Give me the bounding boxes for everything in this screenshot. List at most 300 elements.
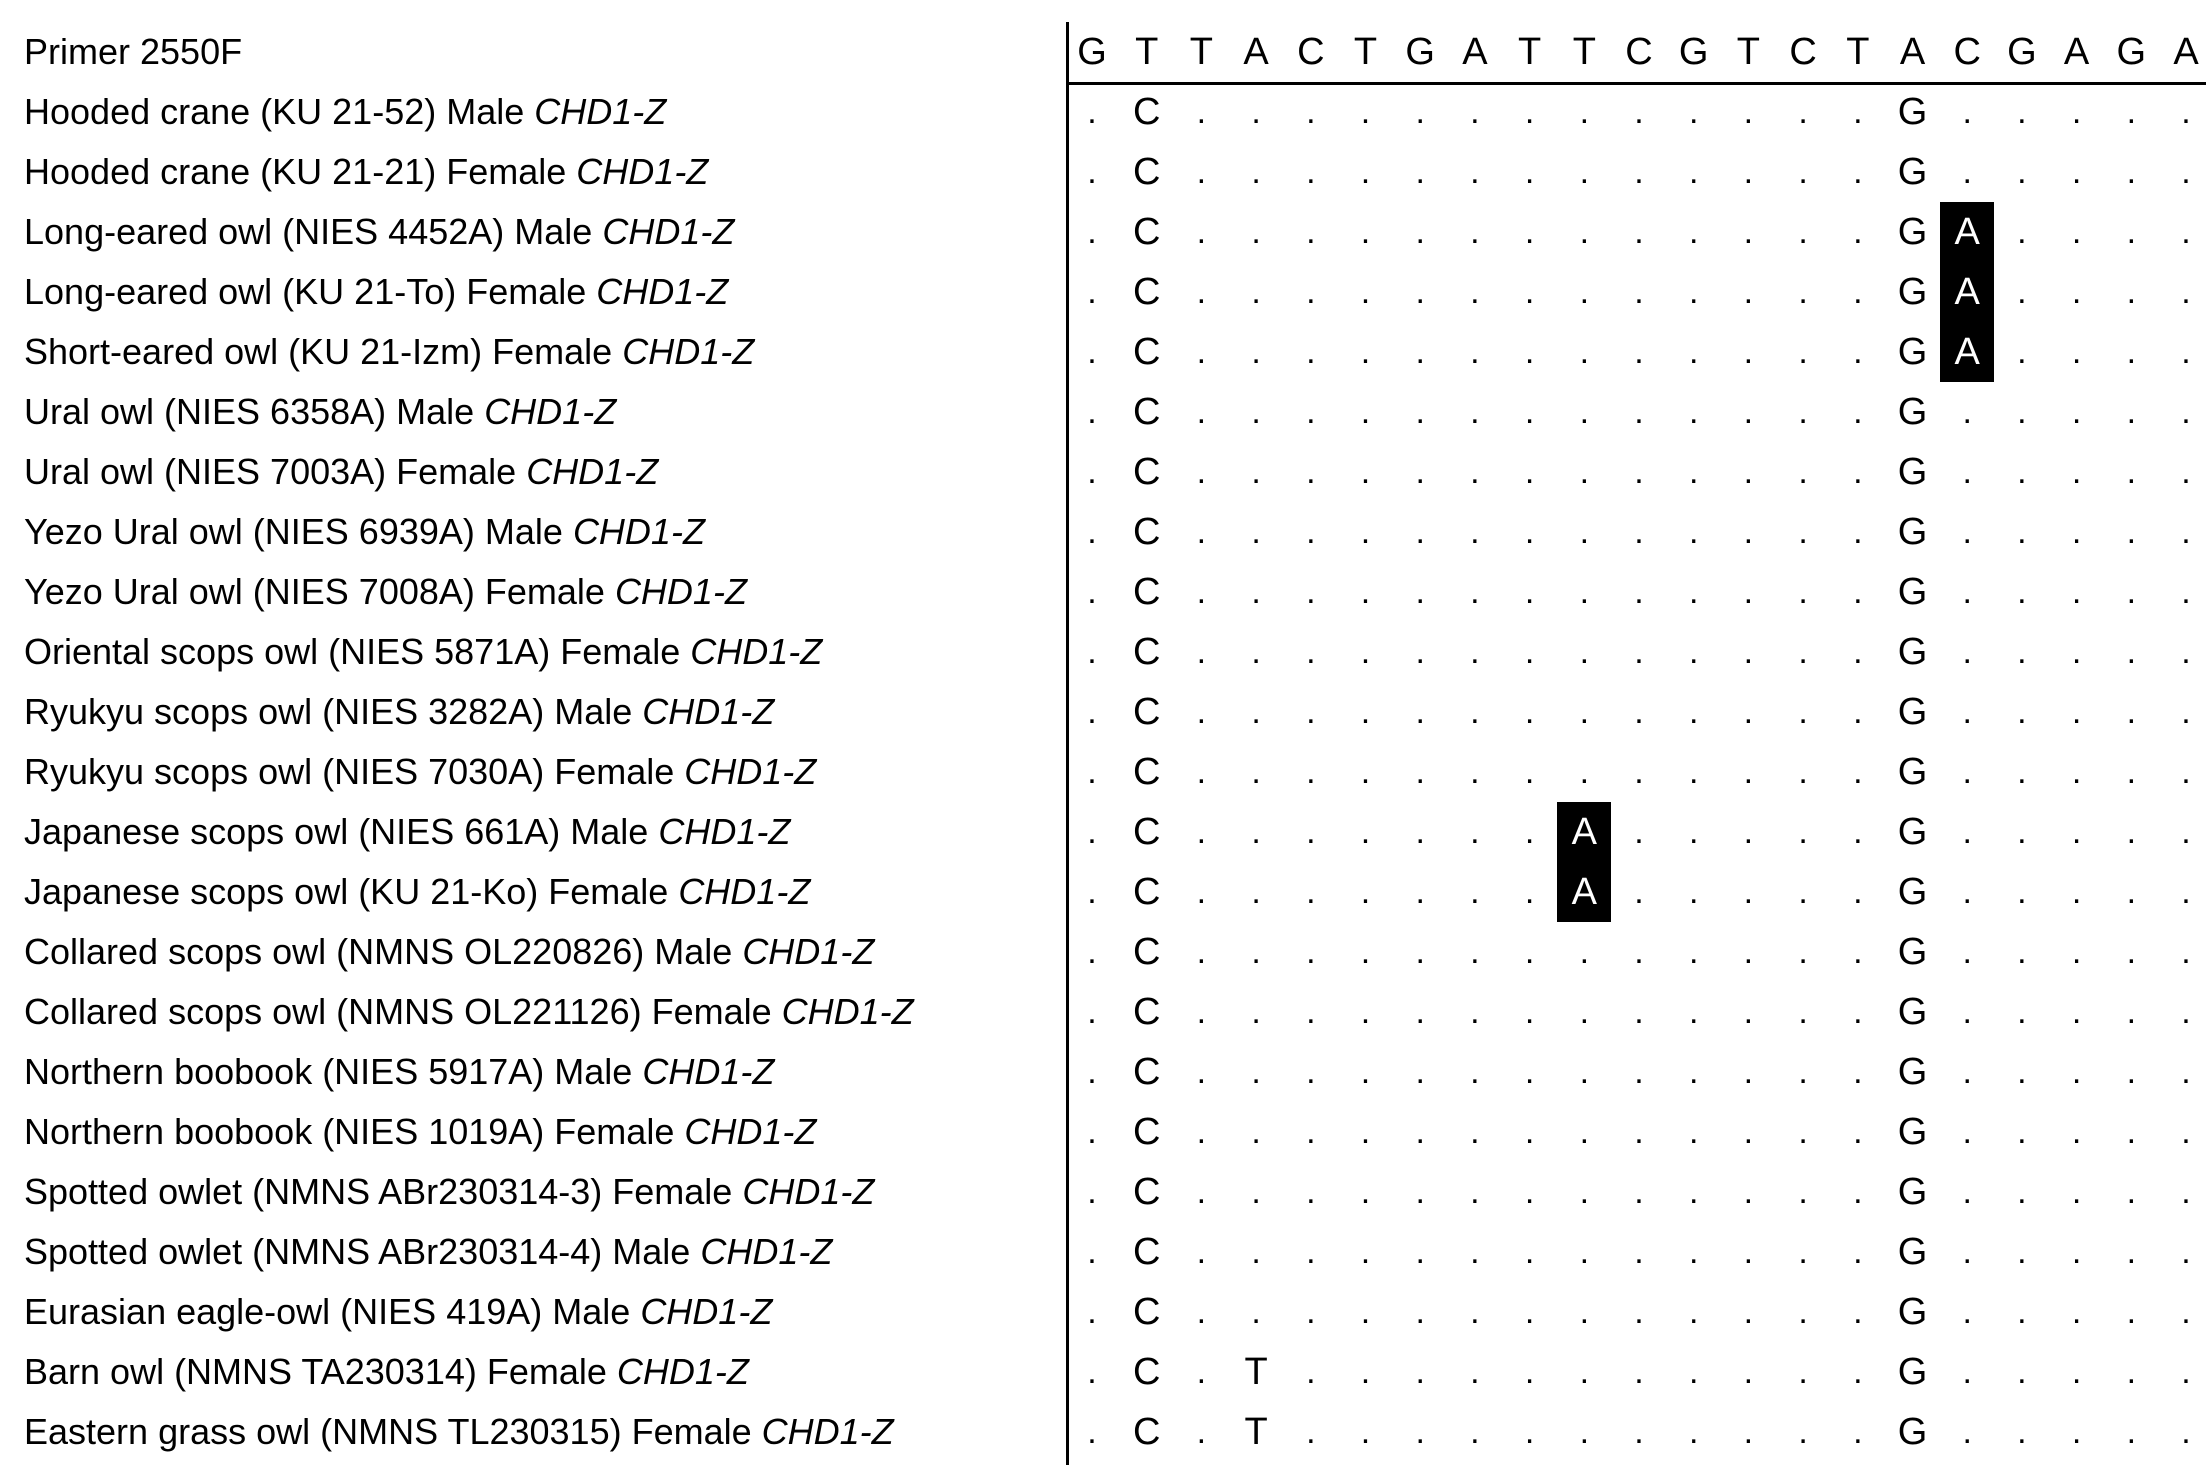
match-dot: . <box>1524 513 1535 551</box>
specimen-name: Spotted owlet (NMNS ABr230314-3) Female <box>24 1171 733 1212</box>
specimen-label <box>24 1162 874 1222</box>
primer-base: A <box>1462 31 1488 73</box>
base-substitution: C <box>1132 211 1161 253</box>
match-dot: . <box>1524 1413 1535 1451</box>
match-dot: . <box>1470 1293 1480 1331</box>
match-dot: . <box>1360 453 1371 491</box>
match-dot: . <box>1634 1173 1644 1211</box>
highlighted-substitution: A <box>1940 262 1994 322</box>
specimen-name: Hooded crane (KU 21-21) Female <box>24 151 567 192</box>
match-dot: . <box>1743 333 1754 371</box>
match-dot: . <box>1579 93 1590 131</box>
match-dot: . <box>1524 873 1535 911</box>
match-dot: . <box>1579 1053 1590 1091</box>
match-dot: . <box>1798 1413 1808 1451</box>
primer-base: C <box>1625 31 1653 73</box>
match-dot: . <box>1853 1293 1863 1331</box>
match-dot: . <box>1251 213 1261 251</box>
specimen-name: Oriental scops owl (NIES 5871A) Female <box>24 631 681 672</box>
specimen-name: Ural owl (NIES 6358A) Male <box>24 391 475 432</box>
match-dot: . <box>1360 753 1371 791</box>
match-dot: . <box>2181 153 2191 191</box>
base-substitution: C <box>1132 451 1161 493</box>
match-dot: . <box>1743 453 1754 491</box>
match-dot: . <box>1470 153 1480 191</box>
primer-base: T <box>1189 31 1213 73</box>
match-dot: . <box>1415 1233 1425 1271</box>
match-dot: . <box>1196 573 1207 611</box>
match-dot: . <box>1853 93 1863 131</box>
specimen-name: Ural owl (NIES 7003A) Female <box>24 451 517 492</box>
match-dot: . <box>2017 1353 2027 1391</box>
match-dot: . <box>1798 513 1808 551</box>
match-dot: . <box>2017 1113 2027 1151</box>
specimen-label <box>24 562 747 622</box>
specimen-name: Long-eared owl (NIES 4452A) Male <box>24 211 593 252</box>
match-dot: . <box>2181 393 2191 431</box>
gene-name: CHD1-Z <box>572 511 705 552</box>
match-dot: . <box>2017 1233 2027 1271</box>
match-dot: . <box>1524 693 1535 731</box>
match-dot: . <box>1251 1053 1261 1091</box>
match-dot: . <box>2126 873 2137 911</box>
match-dot: . <box>1470 513 1480 551</box>
primer-base: A <box>1899 31 1926 73</box>
specimen-label <box>24 622 822 682</box>
base-substitution: G <box>1897 91 1928 133</box>
specimen-label <box>24 82 666 142</box>
match-dot: . <box>1470 393 1480 431</box>
match-dot: . <box>1634 333 1644 371</box>
specimen-label <box>24 1342 749 1402</box>
match-dot: . <box>2017 1173 2027 1211</box>
match-dot: . <box>1087 1353 1097 1391</box>
match-dot: . <box>1798 273 1808 311</box>
base-substitution: C <box>1132 511 1161 553</box>
match-dot: . <box>1524 1233 1535 1271</box>
match-dot: . <box>2126 1293 2137 1331</box>
base-substitution: C <box>1132 91 1161 133</box>
match-dot: . <box>1251 1173 1261 1211</box>
gene-name: CHD1-Z <box>640 1291 773 1332</box>
primer-label: Primer 2550F <box>24 31 243 72</box>
match-dot: . <box>1579 693 1590 731</box>
match-dot: . <box>1524 213 1535 251</box>
match-dot: . <box>1087 813 1097 851</box>
match-dot: . <box>1087 93 1097 131</box>
match-dot: . <box>1360 513 1371 551</box>
match-dot: . <box>1962 1353 1972 1391</box>
base-substitution: G <box>1897 931 1928 973</box>
match-dot: . <box>1360 993 1371 1031</box>
primer-base: C <box>1953 31 1981 73</box>
base-substitution: C <box>1132 811 1161 853</box>
base-substitution: G <box>1897 871 1928 913</box>
match-dot: . <box>2181 1173 2191 1211</box>
match-dot: . <box>1634 1293 1644 1331</box>
match-dot: . <box>2181 1113 2191 1151</box>
match-dot: . <box>1853 933 1863 971</box>
base-substitution: C <box>1132 871 1161 913</box>
match-dot: . <box>1962 753 1972 791</box>
match-dot: . <box>1087 1113 1097 1151</box>
match-dot: . <box>1962 573 1972 611</box>
base-substitution: C <box>1132 391 1161 433</box>
match-dot: . <box>1251 573 1261 611</box>
match-dot: . <box>1306 93 1316 131</box>
match-dot: . <box>1688 213 1699 251</box>
match-dot: . <box>2071 1173 2082 1211</box>
gene-name: CHD1-Z <box>678 871 811 912</box>
match-dot: . <box>2017 633 2027 671</box>
match-dot: . <box>1196 1293 1207 1331</box>
gene-name: CHD1-Z <box>484 391 617 432</box>
match-dot: . <box>1962 693 1972 731</box>
match-dot: . <box>1853 993 1863 1031</box>
match-dot: . <box>1579 933 1590 971</box>
primer-base: G <box>1077 31 1107 73</box>
match-dot: . <box>2071 873 2082 911</box>
specimen-label <box>24 262 728 322</box>
match-dot: . <box>1306 453 1316 491</box>
match-dot: . <box>1415 753 1425 791</box>
base-substitution: G <box>1897 571 1928 613</box>
match-dot: . <box>1360 1353 1371 1391</box>
match-dot: . <box>2017 933 2027 971</box>
match-dot: . <box>1196 153 1207 191</box>
match-dot: . <box>1688 93 1699 131</box>
match-dot: . <box>1524 333 1535 371</box>
match-dot: . <box>1470 1173 1480 1211</box>
match-dot: . <box>1579 573 1590 611</box>
match-dot: . <box>1688 873 1699 911</box>
match-dot: . <box>1524 573 1535 611</box>
match-dot: . <box>1853 273 1863 311</box>
match-dot: . <box>1470 633 1480 671</box>
base-substitution: C <box>1132 1231 1161 1273</box>
specimen-name: Eurasian eagle-owl (NIES 419A) Male <box>24 1291 631 1332</box>
gene-name: CHD1-Z <box>658 811 791 852</box>
match-dot: . <box>1470 273 1480 311</box>
match-dot: . <box>1962 1053 1972 1091</box>
match-dot: . <box>2181 693 2191 731</box>
match-dot: . <box>1415 1173 1425 1211</box>
base-substitution: G <box>1897 271 1928 313</box>
primer-base: G <box>2007 31 2037 73</box>
specimen-name: Spotted owlet (NMNS ABr230314-4) Male <box>24 1231 691 1272</box>
base-substitution: C <box>1132 1051 1161 1093</box>
match-dot: . <box>1087 573 1097 611</box>
gene-name: CHD1-Z <box>684 1111 817 1152</box>
match-dot: . <box>1962 993 1972 1031</box>
match-dot: . <box>1688 513 1699 551</box>
match-dot: . <box>2017 273 2027 311</box>
match-dot: . <box>1798 153 1808 191</box>
match-dot: . <box>2017 993 2027 1031</box>
match-dot: . <box>1579 993 1590 1031</box>
base-substitution: C <box>1132 991 1161 1033</box>
specimen-label <box>24 502 705 562</box>
match-dot: . <box>1415 693 1425 731</box>
match-dot: . <box>1688 1353 1699 1391</box>
match-dot: . <box>2126 153 2137 191</box>
match-dot: . <box>1306 333 1316 371</box>
match-dot: . <box>1688 573 1699 611</box>
match-dot: . <box>2181 1353 2191 1391</box>
match-dot: . <box>2071 753 2082 791</box>
match-dot: . <box>1196 753 1207 791</box>
base-substitution: C <box>1132 691 1161 733</box>
match-dot: . <box>1196 1413 1207 1451</box>
gene-name: CHD1-Z <box>690 631 823 672</box>
base-substitution: G <box>1897 211 1928 253</box>
match-dot: . <box>1688 933 1699 971</box>
gene-name: CHD1-Z <box>781 991 914 1032</box>
match-dot: . <box>1743 1053 1754 1091</box>
match-dot: . <box>1360 1233 1371 1271</box>
match-dot: . <box>1743 813 1754 851</box>
base-substitution: G <box>1897 391 1928 433</box>
match-dot: . <box>1306 1173 1316 1211</box>
gene-name: CHD1-Z <box>526 451 659 492</box>
specimen-name: Short-eared owl (KU 21-Izm) Female <box>24 331 613 372</box>
match-dot: . <box>1798 393 1808 431</box>
match-dot: . <box>1196 1113 1207 1151</box>
match-dot: . <box>1196 513 1207 551</box>
match-dot: . <box>1415 513 1425 551</box>
specimen-label <box>24 1402 894 1462</box>
gene-name: CHD1-Z <box>742 931 875 972</box>
match-dot: . <box>2181 93 2191 131</box>
match-dot: . <box>2071 1413 2082 1451</box>
match-dot: . <box>1853 873 1863 911</box>
match-dot: . <box>1579 273 1590 311</box>
base-substitution: C <box>1132 1411 1161 1453</box>
match-dot: . <box>2071 333 2082 371</box>
gene-name: CHD1-Z <box>622 331 755 372</box>
match-dot: . <box>1798 633 1808 671</box>
match-dot: . <box>1688 753 1699 791</box>
base-substitution: G <box>1897 1111 1928 1153</box>
match-dot: . <box>2071 393 2082 431</box>
match-dot: . <box>1360 333 1371 371</box>
match-dot: . <box>1196 1173 1207 1211</box>
match-dot: . <box>1634 1233 1644 1271</box>
primer-base: G <box>2116 31 2147 73</box>
match-dot: . <box>2181 993 2191 1031</box>
match-dot: . <box>2181 273 2191 311</box>
match-dot: . <box>1415 1413 1425 1451</box>
match-dot: . <box>1196 993 1207 1031</box>
match-dot: . <box>2017 873 2027 911</box>
match-dot: . <box>1688 1113 1699 1151</box>
match-dot: . <box>2181 453 2191 491</box>
match-dot: . <box>1251 753 1261 791</box>
match-dot: . <box>1743 1173 1754 1211</box>
highlighted-substitution: A <box>1940 322 1994 382</box>
match-dot: . <box>1415 453 1425 491</box>
match-dot: . <box>2017 393 2027 431</box>
specimen-label <box>24 922 874 982</box>
match-dot: . <box>1360 1053 1371 1091</box>
match-dot: . <box>1087 393 1097 431</box>
match-dot: . <box>1524 453 1535 491</box>
base-substitution: C <box>1132 271 1161 313</box>
match-dot: . <box>1524 1173 1535 1211</box>
specimen-name: Collared scops owl (NMNS OL220826) Male <box>24 931 733 972</box>
base-substitution: G <box>1897 151 1928 193</box>
base-substitution: G <box>1897 1051 1928 1093</box>
match-dot: . <box>1415 873 1425 911</box>
match-dot: . <box>1360 1113 1371 1151</box>
match-dot: . <box>1962 1173 1972 1211</box>
match-dot: . <box>1470 813 1480 851</box>
match-dot: . <box>1470 693 1480 731</box>
match-dot: . <box>1853 1113 1863 1151</box>
match-dot: . <box>1306 1413 1316 1451</box>
match-dot: . <box>1634 633 1644 671</box>
match-dot: . <box>1579 393 1590 431</box>
match-dot: . <box>2126 213 2137 251</box>
match-dot: . <box>2071 993 2082 1031</box>
match-dot: . <box>1579 1173 1590 1211</box>
primer-base: T <box>1353 31 1378 73</box>
match-dot: . <box>1743 1413 1754 1451</box>
match-dot: . <box>1688 993 1699 1031</box>
specimen-label <box>24 1102 816 1162</box>
match-dot: . <box>1798 813 1808 851</box>
primer-base: T <box>1736 31 1760 73</box>
specimen-name: Ryukyu scops owl (NIES 3282A) Male <box>24 691 633 732</box>
match-dot: . <box>1360 273 1371 311</box>
match-dot: . <box>1579 213 1590 251</box>
match-dot: . <box>1251 273 1261 311</box>
primer-base: A <box>2173 31 2199 73</box>
match-dot: . <box>1743 1353 1754 1391</box>
specimen-name: Northern boobook (NIES 1019A) Female <box>24 1111 675 1152</box>
match-dot: . <box>2126 273 2137 311</box>
match-dot: . <box>1743 1293 1754 1331</box>
match-dot: . <box>1743 633 1754 671</box>
base-substitution: C <box>1132 931 1161 973</box>
match-dot: . <box>2017 813 2027 851</box>
match-dot: . <box>1743 93 1754 131</box>
match-dot: . <box>2126 1353 2137 1391</box>
match-dot: . <box>1579 1413 1590 1451</box>
match-dot: . <box>1196 333 1207 371</box>
match-dot: . <box>1853 693 1863 731</box>
match-dot: . <box>1196 1353 1207 1391</box>
match-dot: . <box>1743 573 1754 611</box>
match-dot: . <box>1688 153 1699 191</box>
match-dot: . <box>2017 753 2027 791</box>
match-dot: . <box>1524 93 1535 131</box>
match-dot: . <box>1251 933 1261 971</box>
gene-name: CHD1-Z <box>602 211 735 252</box>
match-dot: . <box>1196 1233 1207 1271</box>
match-dot: . <box>1306 873 1316 911</box>
match-dot: . <box>2181 1413 2191 1451</box>
specimen-label <box>24 1222 832 1282</box>
base-substitution: C <box>1132 151 1161 193</box>
match-dot: . <box>1743 993 1754 1031</box>
match-dot: . <box>1087 1293 1097 1331</box>
match-dot: . <box>1306 1113 1316 1151</box>
base-substitution: G <box>1897 631 1928 673</box>
match-dot: . <box>2181 1233 2191 1271</box>
base-substitution: G <box>1897 691 1928 733</box>
match-dot: . <box>1962 933 1972 971</box>
match-dot: . <box>1634 873 1644 911</box>
match-dot: . <box>2071 1353 2082 1391</box>
match-dot: . <box>1962 1413 1972 1451</box>
match-dot: . <box>1360 1413 1371 1451</box>
match-dot: . <box>1853 573 1863 611</box>
gene-name: CHD1-Z <box>684 751 817 792</box>
primer-base: T <box>1135 31 1159 73</box>
match-dot: . <box>2181 1053 2191 1091</box>
match-dot: . <box>1415 813 1425 851</box>
base-substitution: C <box>1132 1171 1161 1213</box>
specimen-label <box>24 862 810 922</box>
match-dot: . <box>1415 213 1425 251</box>
match-dot: . <box>1579 1113 1590 1151</box>
gene-name: CHD1-Z <box>642 1051 775 1092</box>
match-dot: . <box>1524 993 1535 1031</box>
match-dot: . <box>1798 1353 1808 1391</box>
match-dot: . <box>1798 873 1808 911</box>
match-dot: . <box>1415 153 1425 191</box>
match-dot: . <box>1634 393 1644 431</box>
match-dot: . <box>1524 393 1535 431</box>
base-substitution: C <box>1132 331 1161 373</box>
gene-name: CHD1-Z <box>700 1231 833 1272</box>
match-dot: . <box>1087 153 1097 191</box>
match-dot: . <box>1306 993 1316 1031</box>
base-substitution: T <box>1244 1411 1268 1453</box>
specimen-name: Japanese scops owl (KU 21-Ko) Female <box>24 871 669 912</box>
match-dot: . <box>1634 993 1644 1031</box>
base-substitution: G <box>1897 1351 1928 1393</box>
match-dot: . <box>1962 393 1972 431</box>
match-dot: . <box>1853 813 1863 851</box>
match-dot: . <box>2071 513 2082 551</box>
primer-base: T <box>1517 31 1542 73</box>
match-dot: . <box>2017 1413 2027 1451</box>
match-dot: . <box>1470 1413 1480 1451</box>
match-dot: . <box>1360 573 1371 611</box>
match-dot: . <box>1743 213 1754 251</box>
match-dot: . <box>2071 1233 2082 1271</box>
match-dot: . <box>1196 933 1207 971</box>
match-dot: . <box>1196 453 1207 491</box>
match-dot: . <box>1251 1113 1261 1151</box>
match-dot: . <box>2126 93 2137 131</box>
match-dot: . <box>1251 333 1261 371</box>
match-dot: . <box>1688 333 1699 371</box>
base-substitution: G <box>1897 811 1928 853</box>
gene-name: CHD1-Z <box>761 1411 894 1452</box>
match-dot: . <box>1306 1233 1316 1271</box>
match-dot: . <box>1743 753 1754 791</box>
match-dot: . <box>1087 213 1097 251</box>
match-dot: . <box>1688 1053 1699 1091</box>
match-dot: . <box>1087 753 1097 791</box>
match-dot: . <box>2181 213 2191 251</box>
match-dot: . <box>2181 633 2191 671</box>
match-dot: . <box>1415 1053 1425 1091</box>
match-dot: . <box>2126 393 2137 431</box>
